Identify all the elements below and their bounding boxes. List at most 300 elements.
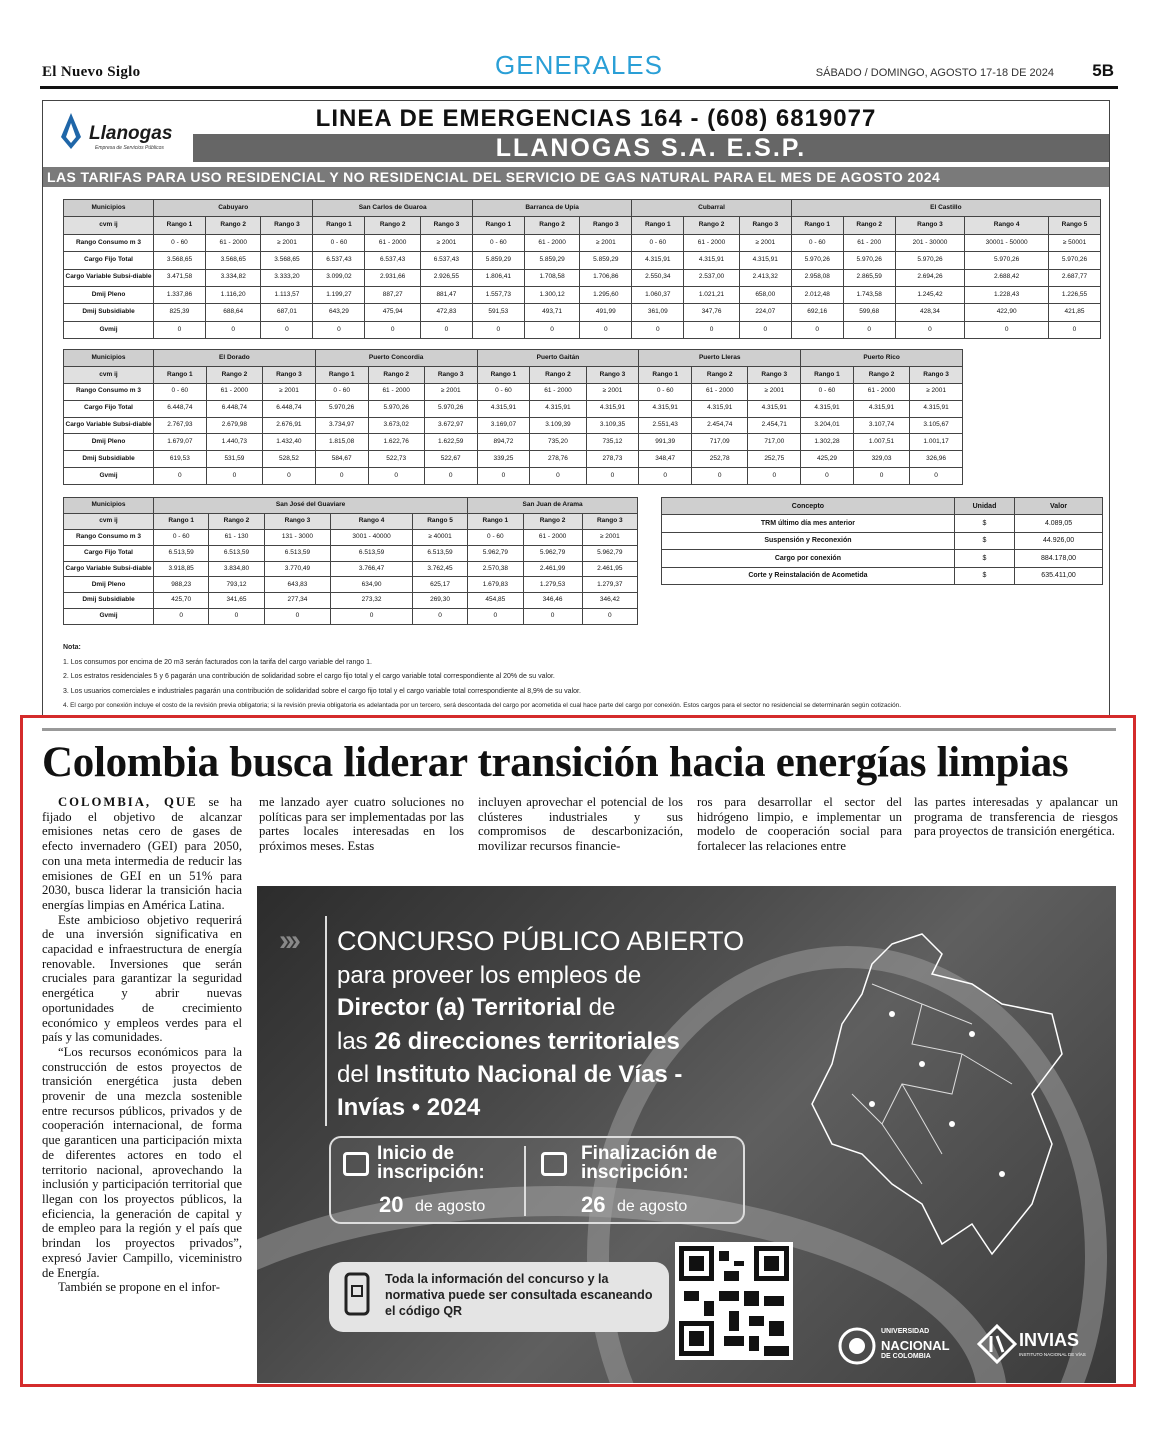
- table-cell: 4.315,91: [684, 252, 740, 269]
- table-cell: 326,96: [910, 451, 963, 468]
- table-cell: 0 - 60: [468, 529, 523, 545]
- table-cell: 0 - 60: [801, 383, 854, 400]
- table-cell: 269,30: [412, 593, 467, 609]
- notes: [63, 641, 901, 714]
- table-cell: 0: [261, 321, 313, 338]
- table-cell: 454,85: [468, 593, 523, 609]
- concept-row: [662, 532, 1103, 549]
- rango-header: Rango 3: [586, 366, 639, 383]
- table-cell: 692,16: [791, 304, 843, 321]
- town-name: San Carlos de Guaroa: [313, 200, 472, 217]
- table-cell: 0: [468, 609, 523, 625]
- table-cell: 0: [368, 468, 424, 485]
- table-cell: 3.334,82: [205, 269, 261, 286]
- row-label: Cargo Variable Subsi-diable: [64, 269, 154, 286]
- row-label: Gvmij: [64, 321, 154, 338]
- table-cell: 61 - 2000: [365, 234, 421, 251]
- un-logo-line2: NACIONAL: [881, 1338, 950, 1353]
- concept-cell: Suspensión y Reconexión: [662, 532, 955, 549]
- row-label: Cargo Fijo Total: [64, 400, 154, 417]
- table-cell: 0 - 60: [154, 529, 209, 545]
- table-cell: 2.865,59: [843, 269, 895, 286]
- concept-cell: Cargo por conexión: [662, 550, 955, 567]
- table-cell: 6.513,59: [264, 545, 331, 561]
- calendar-icon: [343, 1152, 369, 1176]
- rango-header: Rango 4: [331, 513, 413, 529]
- town-header-row: [64, 350, 963, 367]
- table-cell: ≥ 2001: [748, 383, 801, 400]
- town-name: San José del Guaviare: [154, 498, 468, 514]
- rango-header: Rango 3: [582, 513, 637, 529]
- table-cell: 5.859,29: [580, 252, 632, 269]
- table-cell: 1.806,41: [472, 269, 524, 286]
- table-cell: 2.537,00: [684, 269, 740, 286]
- start-label: Inicio de inscripción:: [377, 1143, 485, 1183]
- table-cell: 0: [206, 468, 262, 485]
- table-cell: 0: [313, 321, 365, 338]
- rango-header: Rango 3: [910, 366, 963, 383]
- table-cell: 825,39: [154, 304, 206, 321]
- concept-cell: $: [954, 567, 1014, 584]
- town-name: Cubarral: [632, 200, 791, 217]
- table-cell: ≥ 2001: [586, 383, 639, 400]
- table-cell: 347,76: [684, 304, 740, 321]
- table-cell: 2.676,91: [263, 417, 316, 434]
- table-cell: ≥ 2001: [739, 234, 791, 251]
- table-cell: 2.413,32: [739, 269, 791, 286]
- table-cell: 3.762,45: [412, 561, 467, 577]
- town-name: Puerto Concordia: [315, 350, 477, 367]
- promo-line-1: CONCURSO PÚBLICO ABIERTO: [337, 926, 745, 956]
- table-cell: 1.557,73: [472, 286, 524, 303]
- promo-line-6: Invías • 2024: [337, 1094, 481, 1121]
- concept-cell: $: [954, 515, 1014, 532]
- invias-logo-sub: INSTITUTO NACIONAL DE VÍAS: [1019, 1352, 1086, 1357]
- promo-line-4: las 26 direcciones territoriales: [337, 1028, 680, 1055]
- concept-cell: 4.089,05: [1015, 515, 1103, 532]
- chevrons-icon: ›››: [279, 924, 297, 957]
- table-row: [64, 383, 963, 400]
- concept-header: Concepto: [662, 498, 955, 515]
- table-cell: 3.333,20: [261, 269, 313, 286]
- row-label: Rango Consumo m 3: [64, 234, 154, 251]
- cvmij-label: cvm ij: [64, 217, 154, 234]
- table-cell: 0: [748, 468, 801, 485]
- table-row: [64, 593, 638, 609]
- table-cell: 717,00: [748, 434, 801, 451]
- concept-cell: 884.178,00: [1015, 550, 1103, 567]
- table-row: [64, 417, 963, 434]
- table-cell: 2.550,34: [632, 269, 684, 286]
- table-cell: 1.440,73: [206, 434, 262, 451]
- table-cell: 4.315,91: [801, 400, 854, 417]
- rango-header-row: [64, 217, 1101, 234]
- table-cell: 61 - 2000: [692, 383, 748, 400]
- table-cell: 0: [910, 468, 963, 485]
- table-cell: 0: [412, 609, 467, 625]
- table-cell: 0: [692, 468, 748, 485]
- table-cell: 0: [331, 609, 413, 625]
- table-cell: 0 - 60: [472, 234, 524, 251]
- article-rule: [42, 728, 1116, 731]
- row-label: Cargo Variable Subsi-diable: [64, 561, 154, 577]
- promo-line-2: para proveer los empleos de: [337, 962, 642, 989]
- table-cell: 2.461,99: [523, 561, 582, 577]
- lead-in: COLOMBIA, QUE: [58, 795, 198, 809]
- table-cell: 278,73: [586, 451, 639, 468]
- table-cell: 887,27: [365, 286, 421, 303]
- table-cell: 0: [154, 468, 207, 485]
- table-cell: 1.001,17: [910, 434, 963, 451]
- table-row: [64, 468, 963, 485]
- table-cell: 0 - 60: [632, 234, 684, 251]
- table-cell: 619,53: [154, 451, 207, 468]
- logo-tagline: Empresa de Servicios Públicos: [95, 145, 164, 151]
- table-cell: 6.448,74: [263, 400, 316, 417]
- table-cell: 3.673,02: [368, 417, 424, 434]
- colombia-map: [772, 924, 1072, 1284]
- table-cell: 0: [895, 321, 965, 338]
- table-cell: 3.568,65: [205, 252, 261, 269]
- rango-header: Rango 2: [209, 513, 264, 529]
- table-cell: 0: [420, 321, 472, 338]
- table-cell: 522,73: [368, 451, 424, 468]
- table-row: [64, 400, 963, 417]
- table-cell: 61 - 2000: [205, 234, 261, 251]
- town-name: Puerto Rico: [801, 350, 963, 367]
- concept-cell: $: [954, 550, 1014, 567]
- rango-header-row: [64, 513, 638, 529]
- row-label: Cargo Fijo Total: [64, 545, 154, 561]
- table-cell: 625,17: [412, 577, 467, 593]
- table-cell: 522,67: [424, 451, 477, 468]
- table-cell: 3.568,65: [154, 252, 206, 269]
- table-cell: 1.007,51: [853, 434, 909, 451]
- paragraph-3: “Los recursos económicos para la construcción de estos proyectos de transición energética justa deben provenir de una mezcla sostenible entre recursos públicos, privados y de cooperación internacional, de forma que garanticen una participación mixta de diferentes actores en todo el territorio nacional, aprovechando la inclusión y participación territorial que llegan con los proyectos públicos, la eficiencia, la generación de capital y de empleo para la región y el país que brindan los proyectos privados”, expresó Javier Campillo, viceministro de Energía.: [42, 1044, 242, 1280]
- row-label: Dmij Pleno: [64, 434, 154, 451]
- table-cell: 1.228,43: [965, 286, 1049, 303]
- table-cell: 2.012,48: [791, 286, 843, 303]
- table-cell: 0 - 60: [791, 234, 843, 251]
- table-cell: 658,00: [739, 286, 791, 303]
- note-3: 3. Los usuarios comerciales e industriales pagarán una contribución de solidaridad sobre el cargo fijo total y el cargo variable total correspondiente al 8,9% de su valor.: [63, 687, 581, 695]
- table-cell: 0: [739, 321, 791, 338]
- table-cell: ≥ 2001: [910, 383, 963, 400]
- table-cell: 2.454,71: [748, 417, 801, 434]
- paragraph-2: Este ambicioso objetivo requerirá de una inversión significativa en capacidad e infraestructura de energía renovable. Inversiones que serán cruciales para garantizar la seguridad energética y abrir nuevas oportunidades de crecimiento económico y empleos verdes para el país y las comunidades.: [42, 912, 242, 1045]
- table-row: [64, 545, 638, 561]
- rango-header: Rango 3: [739, 217, 791, 234]
- note-1: 1. Los consumos por encima de 20 m3 serán facturados con la tarifa del cargo variable del rango 1.: [63, 658, 372, 666]
- table-cell: 6.513,59: [331, 545, 413, 561]
- emergency-line: LINEA DE EMERGENCIAS 164 - (608) 6819077: [315, 105, 877, 132]
- table-cell: 5.859,29: [472, 252, 524, 269]
- article-headline: Colombia busca liderar transición hacia energías limpias: [42, 739, 1069, 786]
- table-cell: 881,47: [420, 286, 472, 303]
- rango-header: Rango 3: [420, 217, 472, 234]
- row-label: Gvmij: [64, 609, 154, 625]
- table-cell: 0: [530, 468, 586, 485]
- table-cell: 2.461,95: [582, 561, 637, 577]
- table-cell: 1.116,20: [205, 286, 261, 303]
- concept-header: Valor: [1015, 498, 1103, 515]
- table-cell: 278,76: [530, 451, 586, 468]
- table-cell: 5.970,26: [965, 252, 1049, 269]
- rango-header: Rango 3: [895, 217, 965, 234]
- town-header-row: [64, 200, 1101, 217]
- table-cell: 0: [801, 468, 854, 485]
- table-row: [64, 304, 1101, 321]
- table-cell: 1.432,40: [263, 434, 316, 451]
- table-cell: 1.295,60: [580, 286, 632, 303]
- concept-cell: 635.411,00: [1015, 567, 1103, 584]
- table-cell: 61 - 2000: [530, 383, 586, 400]
- table-cell: 2.926,55: [420, 269, 472, 286]
- table-cell: 0: [209, 609, 264, 625]
- section-title: GENERALES: [495, 50, 663, 80]
- table-cell: 3.766,47: [331, 561, 413, 577]
- table-cell: 4.315,91: [739, 252, 791, 269]
- table-cell: 1.743,58: [843, 286, 895, 303]
- universidad-nacional-seal-icon: [837, 1326, 877, 1366]
- table-cell: 1.706,86: [580, 269, 632, 286]
- rango-header: Rango 1: [477, 366, 530, 383]
- table-cell: 5.970,26: [895, 252, 965, 269]
- table-row: [64, 434, 963, 451]
- cvmij-label: cvm ij: [64, 366, 154, 383]
- table-cell: 341,65: [209, 593, 264, 609]
- rango-header: Rango 1: [154, 513, 209, 529]
- row-label: Dmij Pleno: [64, 286, 154, 303]
- table-cell: ≥ 50001: [1048, 234, 1100, 251]
- promo-line-5: del Instituto Nacional de Vías -: [337, 1061, 683, 1088]
- municipios-label: Municipios: [64, 200, 154, 217]
- table-cell: 6.513,59: [154, 545, 209, 561]
- table-cell: 988,23: [154, 577, 209, 593]
- table-cell: 2.454,74: [692, 417, 748, 434]
- table-cell: 425,29: [801, 451, 854, 468]
- table-cell: 2.551,43: [639, 417, 692, 434]
- table-cell: 61 - 2000: [853, 383, 909, 400]
- table-row: [64, 252, 1101, 269]
- table-row: [64, 561, 638, 577]
- table-cell: 5.970,26: [843, 252, 895, 269]
- table-cell: 0: [684, 321, 740, 338]
- table-cell: 61 - 2000: [206, 383, 262, 400]
- table-cell: ≥ 2001: [424, 383, 477, 400]
- table-row: [64, 286, 1101, 303]
- paragraph-1: COLOMBIA, QUE se ha fijado el objetivo de alcanzar emisiones netas cero de gases de efecto invernadero (GEI) para 2050, con una meta intermedia de reducir las emisiones de GEI en un 51% para 2030, busca liderar la transición hacia energías limpias en América Latina.: [42, 795, 243, 912]
- rango-header: Rango 1: [801, 366, 854, 383]
- table-cell: 0 - 60: [154, 234, 206, 251]
- table-cell: 0: [477, 468, 530, 485]
- table-cell: 3.834,80: [209, 561, 264, 577]
- table-cell: 5.962,79: [468, 545, 523, 561]
- article-column-5: las partes interesadas y apalancar un programa de transferencia de riesgos para proyectos de transición energética.: [914, 795, 1118, 839]
- table-cell: 491,99: [580, 304, 632, 321]
- table-cell: 0: [580, 321, 632, 338]
- table-cell: 346,46: [523, 593, 582, 609]
- row-label: Dmij Subsidiable: [64, 451, 154, 468]
- row-label: Rango Consumo m 3: [64, 529, 154, 545]
- article-column-3: incluyen aprovechar el potencial de los clústeres industriales y sus compromisos de descarbonización, movilizar recursos financie-: [478, 795, 683, 854]
- table-cell: 493,71: [524, 304, 580, 321]
- table-cell: 5.970,26: [791, 252, 843, 269]
- table-cell: 687,01: [261, 304, 313, 321]
- table-cell: 2.694,26: [895, 269, 965, 286]
- llanogas-ad: [42, 100, 1110, 717]
- table-cell: 0: [1048, 321, 1100, 338]
- table-cell: 735,12: [586, 434, 639, 451]
- town-name: San Juan de Arama: [468, 498, 638, 514]
- table-cell: 528,52: [263, 451, 316, 468]
- row-label: Dmij Pleno: [64, 577, 154, 593]
- tariffs-title: LAS TARIFAS PARA USO RESIDENCIAL Y NO RESIDENCIAL DEL SERVICIO DE GAS NATURAL PARA EL MES DE AGOSTO 2024: [43, 167, 1109, 187]
- table-cell: 4.315,91: [477, 400, 530, 417]
- page-number: 5B: [1092, 61, 1114, 80]
- rango-header: Rango 2: [206, 366, 262, 383]
- table-cell: 0: [263, 468, 316, 485]
- table-cell: 0: [205, 321, 261, 338]
- table-cell: 3.105,67: [910, 417, 963, 434]
- article-column-1: [42, 795, 242, 1295]
- table-cell: ≥ 2001: [420, 234, 472, 251]
- table-cell: 0: [582, 609, 637, 625]
- table-cell: 5.962,79: [523, 545, 582, 561]
- table-cell: 422,90: [965, 304, 1049, 321]
- rango-header: Rango 2: [530, 366, 586, 383]
- flame-icon: [55, 111, 87, 151]
- rango-header: Rango 3: [748, 366, 801, 383]
- invias-logo-text: INVIAS: [1019, 1330, 1080, 1350]
- table-cell: 0: [523, 609, 582, 625]
- rango-header: Rango 2: [365, 217, 421, 234]
- rango-header: Rango 3: [580, 217, 632, 234]
- end-label: Finalización de inscripción:: [581, 1143, 718, 1183]
- table-row: [64, 321, 1101, 338]
- table-cell: 3.099,02: [313, 269, 365, 286]
- table-cell: ≥ 40001: [412, 529, 467, 545]
- table-cell: 0: [965, 321, 1049, 338]
- rango-header: Rango 5: [412, 513, 467, 529]
- rango-header: Rango 2: [843, 217, 895, 234]
- table-cell: 131 - 3000: [264, 529, 331, 545]
- rango-header: Rango 1: [472, 217, 524, 234]
- table-cell: 6.448,74: [206, 400, 262, 417]
- table-cell: 348,47: [639, 451, 692, 468]
- table-cell: 4.315,91: [586, 400, 639, 417]
- table-cell: 4.315,91: [910, 400, 963, 417]
- table-cell: 252,78: [692, 451, 748, 468]
- table-cell: 0: [843, 321, 895, 338]
- end-month: de agosto: [617, 1198, 688, 1215]
- rango-header: Rango 3: [424, 366, 477, 383]
- tariff-table-3: [63, 497, 638, 625]
- rango-header: Rango 5: [1048, 217, 1100, 234]
- rango-header: Rango 2: [684, 217, 740, 234]
- table-cell: 1.060,37: [632, 286, 684, 303]
- concept-row: [662, 515, 1103, 532]
- table-cell: 0: [154, 609, 209, 625]
- table-cell: 4.315,91: [853, 400, 909, 417]
- table-cell: 2.688,42: [965, 269, 1049, 286]
- article-column-2: me lanzado ayer cuatro soluciones no políticas para ser implementadas por las partes locales interesadas en los próximos meses. Estas: [259, 795, 464, 854]
- table-cell: 5.970,26: [424, 400, 477, 417]
- table-cell: 3.672,97: [424, 417, 477, 434]
- masthead: El Nuevo Siglo: [42, 64, 141, 80]
- rango-header: Rango 1: [468, 513, 523, 529]
- phone-icon: [343, 1272, 373, 1322]
- table-cell: 428,34: [895, 304, 965, 321]
- rango-header: Rango 2: [523, 513, 582, 529]
- table-row: [64, 234, 1101, 251]
- table-cell: 3.770,49: [264, 561, 331, 577]
- note-2: 2. Los estratos residenciales 5 y 6 pagarán una contribución de solidaridad sobre el cargo fijo total y el cargo variable total correspondiente al 20% de su valor.: [63, 673, 555, 680]
- notes-title: Nota:: [63, 644, 81, 651]
- table-cell: 5.970,26: [368, 400, 424, 417]
- table-cell: 0: [791, 321, 843, 338]
- table-cell: 2.958,08: [791, 269, 843, 286]
- start-day: 20: [379, 1192, 404, 1217]
- table-cell: 6.448,74: [154, 400, 207, 417]
- table-cell: 3.109,39: [530, 417, 586, 434]
- concept-row: [662, 567, 1103, 584]
- table-cell: 0: [154, 321, 206, 338]
- table-cell: 475,94: [365, 304, 421, 321]
- table-cell: ≥ 2001: [263, 383, 316, 400]
- rango-header: Rango 2: [692, 366, 748, 383]
- table-cell: 1.622,59: [424, 434, 477, 451]
- table-cell: 1.815,08: [315, 434, 368, 451]
- row-label: Gvmij: [64, 468, 154, 485]
- start-month: de agosto: [415, 1198, 486, 1215]
- table-cell: ≥ 2001: [261, 234, 313, 251]
- table-cell: 1.279,37: [582, 577, 637, 593]
- table-cell: ≥ 2001: [582, 529, 637, 545]
- company-name: LLANOGAS S.A. E.S.P.: [193, 134, 1109, 162]
- calendar-icon-2: [541, 1152, 567, 1176]
- cvmij-label: cvm ij: [64, 513, 154, 529]
- invias-promo: [257, 886, 1116, 1383]
- rango-header: Rango 1: [154, 366, 207, 383]
- table-cell: 6.537,43: [365, 252, 421, 269]
- table-cell: 61 - 2000: [524, 234, 580, 251]
- table-cell: 224,07: [739, 304, 791, 321]
- table-cell: 0: [472, 321, 524, 338]
- table-cell: 584,67: [315, 451, 368, 468]
- table-row: [64, 451, 963, 468]
- rango-header: Rango 1: [315, 366, 368, 383]
- invias-logo-icon: [977, 1324, 1017, 1364]
- table-cell: 252,75: [748, 451, 801, 468]
- table-cell: 1.113,57: [261, 286, 313, 303]
- table-cell: 1.300,12: [524, 286, 580, 303]
- table-cell: 599,68: [843, 304, 895, 321]
- concept-row: [662, 550, 1103, 567]
- table-cell: 61 - 2000: [523, 529, 582, 545]
- table-cell: 0: [365, 321, 421, 338]
- llanogas-logo: [51, 109, 179, 157]
- row-label: Rango Consumo m 3: [64, 383, 154, 400]
- table-cell: 1.279,53: [523, 577, 582, 593]
- table-cell: 4.315,91: [530, 400, 586, 417]
- table-cell: 0: [264, 609, 331, 625]
- rango-header: Rango 3: [261, 217, 313, 234]
- paragraph-4: También se propone en el infor-: [58, 1280, 220, 1295]
- table-cell: 2.570,38: [468, 561, 523, 577]
- un-logo-line3: DE COLOMBIA: [881, 1353, 931, 1360]
- table-cell: 4.315,91: [748, 400, 801, 417]
